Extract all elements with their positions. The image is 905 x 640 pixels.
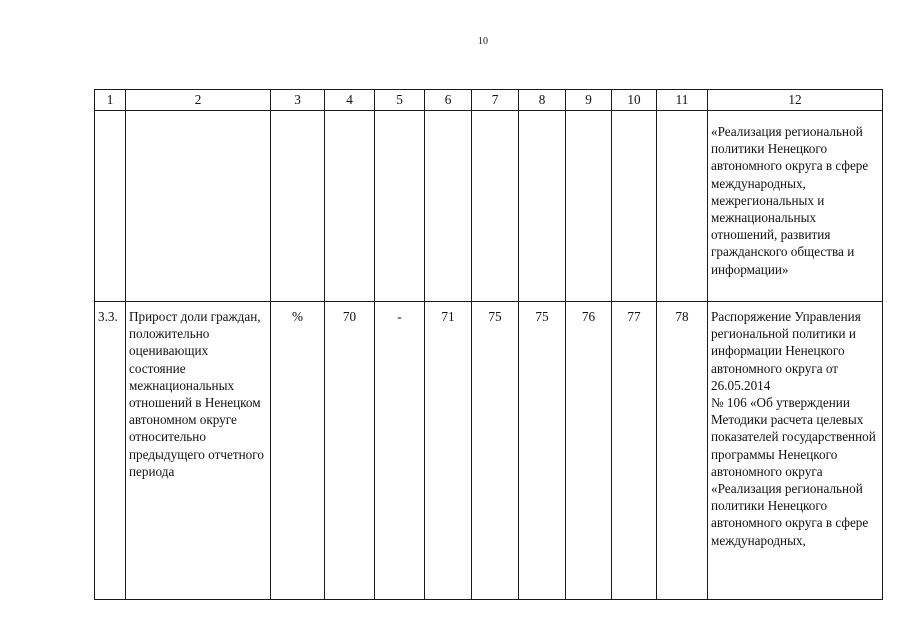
value-cell-7: 75: [472, 302, 519, 600]
header-cell: 1: [95, 90, 126, 111]
table-cell: [612, 111, 657, 302]
table-row-3-3: [95, 302, 883, 600]
source-document-cell: «Реализация региональной политики Ненецкого автономного округа в сфере международных, межрегиональных и межнациональных отношений, развития гражданского общества и информации»: [708, 111, 883, 302]
indicators-table: [94, 89, 883, 600]
header-cell: 3: [271, 90, 325, 111]
table-cell: [566, 111, 612, 302]
source-text-part1: Распоряжение Управления региональной политики и информации Ненецкого автономного округа от 26.05.2014: [711, 309, 861, 393]
table-cell: [519, 111, 566, 302]
value-cell-8: 75: [519, 302, 566, 600]
header-cell: 12: [708, 90, 883, 111]
table-cell: [95, 111, 126, 302]
table-header-row: [95, 90, 883, 111]
header-cell: 11: [657, 90, 708, 111]
table-cell: [472, 111, 519, 302]
header-cell: 8: [519, 90, 566, 111]
table-row: [95, 111, 883, 302]
value-cell-11: 78: [657, 302, 708, 600]
table-cell: [425, 111, 472, 302]
header-cell: 5: [375, 90, 425, 111]
header-cell: 10: [612, 90, 657, 111]
header-cell: 4: [325, 90, 375, 111]
unit-cell: %: [271, 302, 325, 600]
indicator-name: Прирост доли граждан, положительно оценивающих состояние межнациональных отношений в Ненецком автономном округе относительно предыдущего отчетного периода: [126, 302, 271, 600]
value-cell-10: 77: [612, 302, 657, 600]
header-cell: 6: [425, 90, 472, 111]
header-cell: 7: [472, 90, 519, 111]
header-cell: 2: [126, 90, 271, 111]
table-cell: [271, 111, 325, 302]
table-cell: [126, 111, 271, 302]
table-cell: [375, 111, 425, 302]
page-number: 10: [478, 36, 488, 47]
source-document-cell: [708, 302, 883, 600]
value-cell-5: -: [375, 302, 425, 600]
value-cell-9: 76: [566, 302, 612, 600]
value-cell-4: 70: [325, 302, 375, 600]
header-cell: 9: [566, 90, 612, 111]
table-cell: [657, 111, 708, 302]
table-cell: [325, 111, 375, 302]
value-cell-6: 71: [425, 302, 472, 600]
row-number: 3.3.: [95, 302, 126, 600]
source-text-part2: № 106 «Об утверждении Методики расчета целевых показателей государственной программы Ненецкого автономного округа «Реализация региональной политики Ненецкого автономного округа в сфере международных,: [711, 395, 876, 548]
